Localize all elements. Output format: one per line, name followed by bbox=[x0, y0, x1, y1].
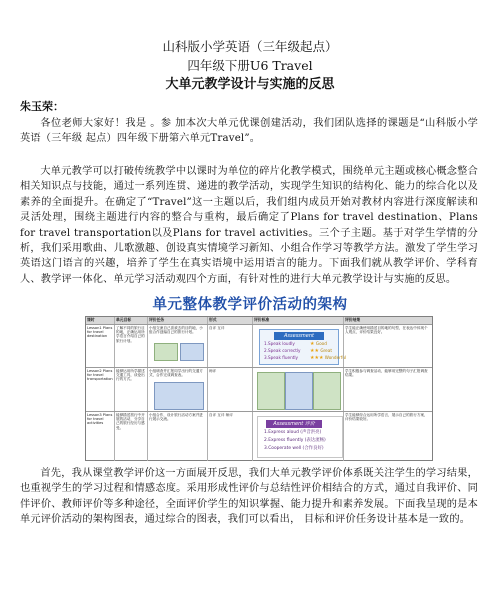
criteria-cell bbox=[252, 368, 343, 412]
star-label: Good bbox=[315, 341, 327, 346]
star-label: Wonderful bbox=[324, 355, 347, 360]
star-rating bbox=[310, 342, 327, 346]
result-cell: 学生积极参与调查活动，能够用完整的句子汇报调查结果。 bbox=[343, 368, 432, 412]
criteria-thumbnail bbox=[257, 372, 285, 410]
star-rating bbox=[310, 356, 346, 360]
table-header-cell: 评价任务 bbox=[147, 317, 207, 324]
assessment-card bbox=[257, 416, 343, 458]
task-cell bbox=[147, 368, 207, 412]
form-cell: 自评 互评 师评 bbox=[207, 412, 252, 461]
task-thumbnail bbox=[154, 382, 204, 410]
document-title-line2: 四年级下册U6 Travel bbox=[187, 58, 313, 73]
goal-cell: 能够描述旅行中开展的活动，分享自己的旅行经历与感受。 bbox=[114, 412, 147, 461]
body-paragraph: 大单元教学可以打破传统教学中以课时为单位的碎片化教学模式，围绕单元主题或核心概念整合相关知识点与技能，通过一系列连贯、递进的教学活动，实现学生知识的结构化、能力的综合化以及素养的全面提升。在确定了“Travel”这一主题以后，我们组内成员开始对教材内容进行深度解读和灵活处理，围绕主题进行内容的整合与重构，最后确定了Plans for travel destination、Plans for travel transportation以及Plans for travel activities。三个子主题。基于对学生学情的分析，我们采用歌曲、儿歌激趣、创设真实情境学习新知、小组合作学习等教学方法。激发了学生学习英语这门语言的兴趣，培养了学生在真实语境中运用语言的能力。下面我们就从教学评价、学科育人、教学评一体化、单元学习活动观四个方面，有针对性的进行大单元教学设计与实施的反思。 bbox=[20, 166, 478, 285]
criteria-thumbnail bbox=[285, 372, 313, 410]
form-cell: 自评 互评 bbox=[207, 325, 252, 368]
form-cell: 师评 bbox=[207, 368, 252, 412]
criterion-line: 2.Speak correctly bbox=[264, 348, 301, 353]
task-text: 小组交流自己喜欢去的目的地，小组合作创编自己的旅行计划。 bbox=[149, 326, 203, 335]
star-icon: ★★★ bbox=[310, 355, 324, 361]
task-text: 小组调查并汇报同学出行的交通方式，合作完成调查表。 bbox=[149, 369, 203, 378]
task-cell bbox=[147, 325, 207, 368]
lesson-cell: Lesson3 Plans for travel activities bbox=[87, 413, 113, 426]
assessment-card-title: Assessment 评价 bbox=[266, 420, 322, 428]
task-thumbnail bbox=[180, 343, 204, 361]
criterion-line: 1.Speak loudly bbox=[264, 341, 295, 346]
section-heading: 单元整体教学评价活动的架构 bbox=[152, 297, 348, 313]
author-name: 朱玉荣： bbox=[20, 100, 64, 113]
assessment-card-title: Assessment bbox=[274, 332, 324, 340]
table-row bbox=[86, 324, 432, 368]
criterion-line: 1.Express aloud (声音洪亮) bbox=[264, 430, 322, 435]
star-rating bbox=[310, 349, 332, 353]
table-header-cell: 课时 bbox=[87, 317, 95, 322]
reflection-paragraph: 首先，我从课堂教学评价这一方面展开反思，我们大单元教学评价体系既关注学生的学习结果，也重视学生的学习过程和情感态度。采用形成性评价与总结性评价相结合的方式，通过自我评价、同伴评价、教师评价等多种途径，全面评价学生的知识掌握、能力提升和素养发展。下面我呈现的是本单元评价活动的架构图表，通过综合的图表，我们可以看出， 目标和评价任务设计基本是一致的。 bbox=[20, 468, 478, 526]
table-header-cell: 形式 bbox=[207, 317, 252, 324]
task-cell: 小组合作，设计旅行活动方案并进行展示交流。 bbox=[147, 412, 207, 461]
star-icon: ★ bbox=[310, 341, 315, 347]
star-label: Great bbox=[320, 348, 332, 353]
result-cell: 学生能够综合运用所学语言，展示自己的旅行方案，评价结果较好。 bbox=[343, 412, 432, 461]
criterion-line: 3.Speak fluently bbox=[264, 355, 299, 360]
result-cell: 学生能正确使用描述目的地的句型，在表达中体现个人观点，评价结果良好。 bbox=[343, 325, 432, 368]
criteria-thumbnail bbox=[313, 372, 341, 410]
intro-paragraph: 各位老师大家好！我是 。参 加本次大单元优课创建活动，我们团队选择的课题是“山科版小学英语（三年级 起点）四年级下册第六单元Travel”。 bbox=[20, 118, 478, 145]
evaluation-table bbox=[85, 316, 433, 461]
star-icon: ★★ bbox=[310, 348, 319, 354]
goal-cell: 能够运用所学描述交通工具，谈论出行的方式。 bbox=[114, 368, 147, 412]
goal-cell: 了解不同的旅行目的地，正确运用所学语言介绍自己的旅行计划。 bbox=[114, 325, 147, 368]
document-title-line1: 山科版小学英语（三年级起点） bbox=[162, 39, 338, 54]
table-row bbox=[86, 367, 432, 412]
table-header-cell: 单元目标 bbox=[114, 317, 147, 324]
document-title-line3: 大单元教学设计与实施的反思 bbox=[165, 77, 335, 92]
table-header-cell: 评价结果 bbox=[343, 317, 432, 324]
criterion-line: 2.Express fluently (表达流畅) bbox=[264, 438, 326, 443]
lesson-cell: Lesson1 Plans for travel destination bbox=[87, 326, 113, 339]
table-header-cell: 评价标准 bbox=[252, 317, 343, 324]
task-thumbnail bbox=[154, 343, 178, 361]
criteria-cell bbox=[252, 325, 347, 368]
lesson-cell: Lesson2 Plans for travel transportation bbox=[87, 369, 113, 382]
table-header-row bbox=[86, 317, 432, 324]
table-row bbox=[86, 411, 432, 461]
assessment-card bbox=[259, 329, 347, 365]
criteria-cell bbox=[252, 412, 343, 461]
criterion-line: 3.Cooperate well (合作良好) bbox=[264, 446, 324, 451]
